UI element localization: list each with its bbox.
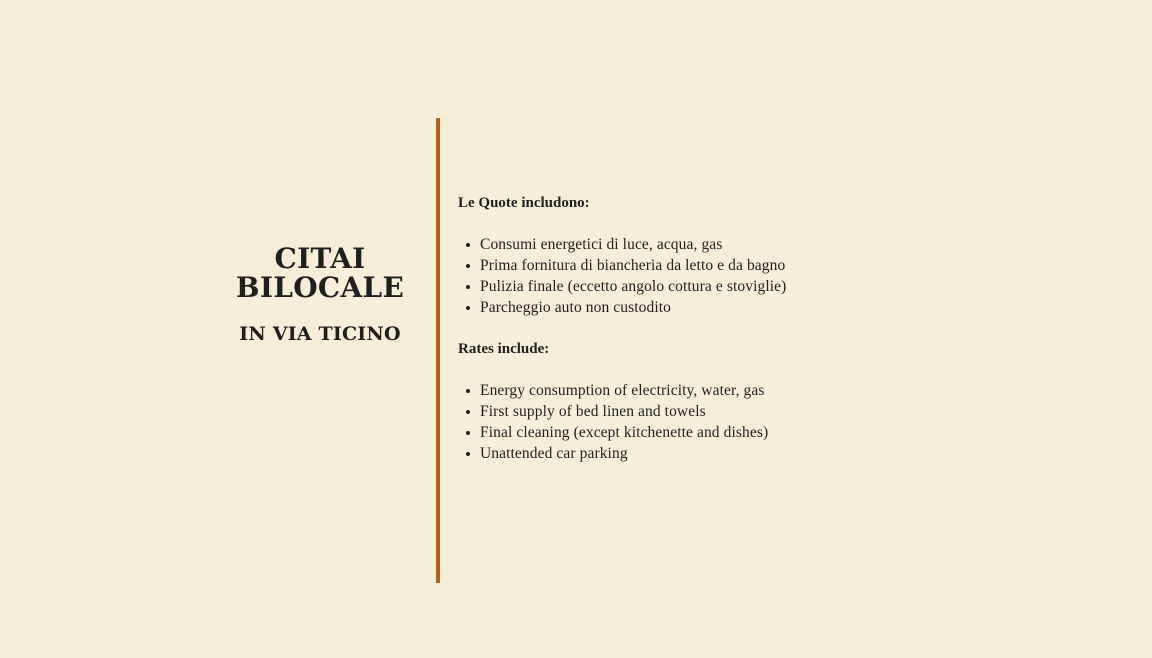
list-item: Consumi energetici di luce, acqua, gas [480,234,1058,255]
section-italian [458,193,1058,318]
subtitle: IN VIA TICINO [239,323,401,345]
list-english [458,380,1058,464]
list-item: Prima fornitura di biancheria da letto e da bagno [480,255,1058,276]
list-item: Energy consumption of electricity, water, gas [480,380,1058,401]
title-line-1: CITAI [274,242,366,275]
inclusions-content [458,193,1058,464]
list-item: Final cleaning (except kitchenette and dishes) [480,422,1058,443]
section-english [458,339,1058,464]
list-item: Unattended car parking [480,443,1058,464]
list-italian [458,234,1058,318]
list-item: First supply of bed linen and towels [480,401,1058,422]
title-block [220,244,420,346]
title-line-2: BILOCALE [235,271,405,304]
list-item: Parcheggio auto non custodito [480,297,1058,318]
list-item: Pulizia finale (eccetto angolo cottura e stoviglie) [480,276,1058,297]
section-heading-english: Rates include: [458,341,550,357]
section-heading-italian: Le Quote includono: [458,195,590,211]
vertical-divider [436,118,440,583]
